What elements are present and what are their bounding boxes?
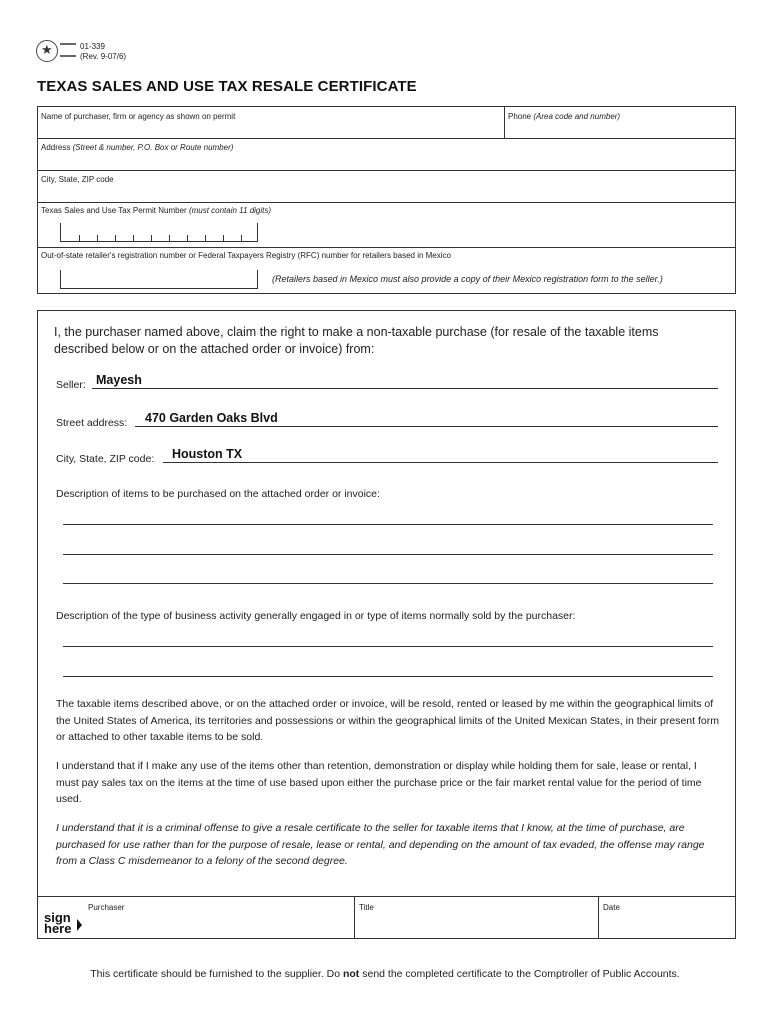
divider [38,202,735,203]
signature-row [38,896,735,939]
permit-label-text: Texas Sales and Use Tax Permit Number [41,206,187,215]
items-description-label: Description of items to be purchased on the attached order or invoice: [56,488,380,500]
items-description-line[interactable] [63,583,713,584]
digit-separator [79,235,80,241]
sign-arrow-icon [77,919,82,931]
resale-claim-box [37,310,736,939]
footer-note [0,968,770,980]
divider [38,170,735,171]
digit-separator [187,235,188,241]
address-label-text: Address [41,143,71,152]
divider [38,138,735,139]
phone-label-text: Phone [508,112,532,121]
street-address-label: Street address: [56,417,128,429]
page-title: TEXAS SALES AND USE TAX RESALE CERTIFICATE [37,78,417,95]
permit-number-label[interactable] [41,206,271,215]
digit-separator [205,235,206,241]
digit-separator [97,235,98,241]
seller-value[interactable]: Mayesh [96,373,142,387]
form-number [80,42,126,62]
city-state-zip-label[interactable]: City, State, ZIP code [41,175,114,184]
purchaser-signature-label: Purchaser [88,903,125,912]
seller-city-label: City, State, ZIP code: [56,453,155,465]
phone-label-hint: (Area code and number) [533,112,621,121]
claim-intro-text: I, the purchaser named above, claim the right to make a non-taxable purchase (for resale of the taxable items described below or on the attached order or invoice) from: [54,325,659,356]
date-label: Date [603,903,620,912]
digit-separator [133,235,134,241]
address-label-hint: (Street & number, P.O. Box or Route number) [72,143,234,152]
phone-label[interactable] [508,112,620,121]
items-description-line[interactable] [63,554,713,555]
use-statement: I understand that if I make any use of the items other than retention, demonstration or display while holding them for sale, lease or rental, I must pay sales tax on the items at the time of use based upon either the purchase price or the fair market rental value for the period of time used. [56,760,702,805]
permit-number-digit-boxes[interactable] [60,223,258,242]
seller-city-field[interactable] [163,462,718,463]
business-description-line[interactable] [63,646,713,647]
street-address-row [56,409,718,429]
footer-text-start: This certificate should be furnished to the supplier. Do [90,968,343,980]
phone-divider [504,107,505,138]
address-label[interactable] [41,143,233,152]
city-state-zip-row [56,445,718,465]
business-description-label: Description of the type of business activity generally engaged in or type of items normally sold by the purchaser: [56,610,576,622]
seller-row [56,371,718,391]
mexico-registration-note: (Retailers based in Mexico must also provide a copy of their Mexico registration form to the seller.) [272,274,663,284]
seller-city-value[interactable]: Houston TX [172,447,243,461]
digit-separator [151,235,152,241]
agency-logo-mark [60,43,76,57]
sign-here-line1: sign [44,910,71,925]
divider [38,247,735,248]
footer-text-emphasis: not [342,968,360,980]
purchaser-info-box [37,106,736,294]
items-description-line[interactable] [63,524,713,525]
sign-here-marker [44,912,71,934]
mexico-registration-label[interactable]: Out-of-state retailer's registration number or Federal Taxpayers Registry (RFC) number for retailers based in Mexico [41,251,451,260]
signature-divider [354,897,355,939]
permit-label-hint: (must contain 11 digits) [188,206,272,215]
sign-here-line2: here [44,921,72,936]
business-description-line[interactable] [63,676,713,677]
digit-separator [241,235,242,241]
digit-separator [115,235,116,241]
resale-statement: The taxable items described above, or on the attached order or invoice, will be resold, rented or leased by me within the geographical limits of the United States of America, its territories and possessions or within the geographical limits of the United Mexican States, in their present form or attached to other taxable items to be sold. [56,698,719,743]
form-number-value: 01-339 [80,42,105,51]
footer-text-end: send the completed certificate to the Comptroller of Public Accounts. [359,968,680,980]
purchaser-name-label[interactable]: Name of purchaser, firm or agency as shown on permit [41,112,236,121]
digit-separator [169,235,170,241]
seller-label: Seller: [56,379,86,391]
digit-separator [223,235,224,241]
criminal-offense-statement: I understand that it is a criminal offense to give a resale certificate to the seller for taxable items that I know, at the time of purchase, are purchased for use rather than for the purpose of resale, lease or rental, and depending on the amount of tax evaded, the offense may range from a Class C misdemeanor to a felony of the second degree. [56,822,705,867]
signature-divider [598,897,599,939]
street-address-field[interactable] [135,426,718,427]
title-label: Title [359,903,374,912]
form-revision: (Rev. 9-07/6) [80,52,127,61]
seller-field[interactable] [92,388,718,389]
texas-seal-logo [36,40,58,62]
street-address-value[interactable]: 470 Garden Oaks Blvd [145,411,278,425]
mexico-registration-field[interactable] [60,270,258,289]
